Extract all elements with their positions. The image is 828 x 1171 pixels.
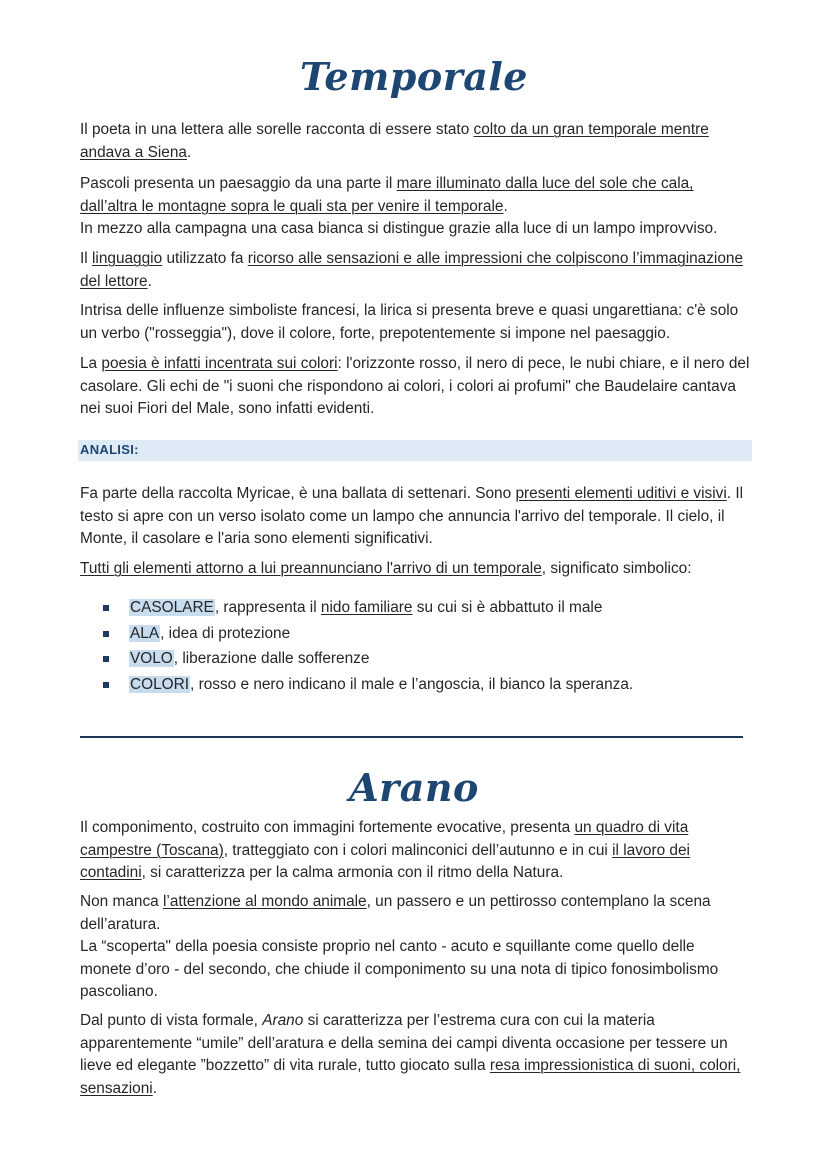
paragraph-1: Il poeta in una lettera alle sorelle racconta di essere stato colto da un gran temporale mentre andava a Siena. — [80, 121, 709, 161]
highlighted-keyword: CASOLARE — [130, 599, 214, 616]
paragraph-3: Il linguaggio utilizzato fa ricorso alle sensazioni e alle impressioni che colpiscono l’immaginazione del lettore. — [80, 250, 744, 290]
analisi-heading: ANALISI: — [80, 442, 139, 457]
analisi-paragraph-1: Fa parte della raccolta Myricae, è una ballata di settenari. Sono presenti elementi uditivi e visivi. Il testo si apre con un verso isolato come un lampo che annuncia l'arrivo del temporale. Il cielo, il Monte, il casolare e l'aria sono elementi significativi. — [80, 485, 744, 547]
list-item: CASOLARE, rappresenta il nido familiare su cui si è abbattuto il male — [100, 597, 760, 623]
list-item: ALA, idea di protezione — [100, 623, 760, 649]
square-bullet-icon — [103, 605, 109, 611]
list-item: COLORI, rosso e nero indicano il male e l’angoscia, il bianco la speranza. — [100, 674, 760, 700]
arano-paragraph-3: Dal punto di vista formale, Arano si caratterizza per l’estrema cura con cui la materia apparentemente “umile” dell’aratura e della semina dei campi diventa occasione per tessere un lieve ed elegante ”bozzetto” di vita rurale, tutto giocato sulla resa impressionistica di suoni, colori, sensazioni. — [80, 1012, 741, 1097]
title-arano: Arano — [349, 765, 479, 810]
paragraph-5: La poesia è infatti incentrata sui colori: l'orizzonte rosso, il nero di pece, le nubi chiare, e il nero del casolare. Gli echi de "i suoni che rispondono ai colori, i colori ai profumi" che Baudelaire cantava nei suoi Fiori del Male, sono infatti evidenti. — [80, 355, 750, 417]
square-bullet-icon — [103, 656, 109, 662]
square-bullet-icon — [103, 631, 109, 637]
highlighted-keyword: VOLO — [130, 650, 173, 667]
section-divider — [80, 736, 743, 738]
analisi-paragraph-2: Tutti gli elementi attorno a lui preannunciano l'arrivo di un temporale, significato simbolico: — [80, 560, 692, 577]
paragraph-2: Pascoli presenta un paesaggio da una parte il mare illuminato dalla luce del sole che cala, dall’altra le montagne sopra le quali sta per venire il temporale. In mezzo alla campagna una casa bianca si distingue grazie alla luce di un lampo improvviso. — [80, 175, 718, 237]
list-item: VOLO, liberazione dalle sofferenze — [100, 648, 760, 674]
highlighted-keyword: COLORI — [130, 675, 190, 693]
title-temporale: Temporale — [300, 54, 528, 99]
arano-paragraph-1: Il componimento, costruito con immagini fortemente evocative, presenta un quadro di vita campestre (Toscana), tratteggiato con i colori malinconici dell’autunno e in cui il lavoro dei contadini, si caratterizza per la calma armonia con il ritmo della Natura. — [80, 819, 690, 881]
square-bullet-icon — [103, 682, 109, 688]
highlighted-keyword: ALA — [130, 624, 160, 642]
symbol-list — [100, 597, 760, 699]
arano-paragraph-2: Non manca l’attenzione al mondo animale, un passero e un pettirosso contemplano la scena dell’aratura. La “scoperta" della poesia consiste proprio nel canto - acuto e squillante come quello delle monete d’oro - del secondo, che chiude il componimento su una nota di tipico fonosimbolismo pascoliano. — [80, 893, 719, 1000]
analisi-header-bar — [78, 440, 752, 461]
paragraph-4: Intrisa delle influenze simboliste francesi, la lirica si presenta breve e quasi ungarettiana: c'è solo un verbo ("rosseggia"), dove il colore, forte, prepotentemente si impone nel paesaggio. — [80, 302, 739, 342]
